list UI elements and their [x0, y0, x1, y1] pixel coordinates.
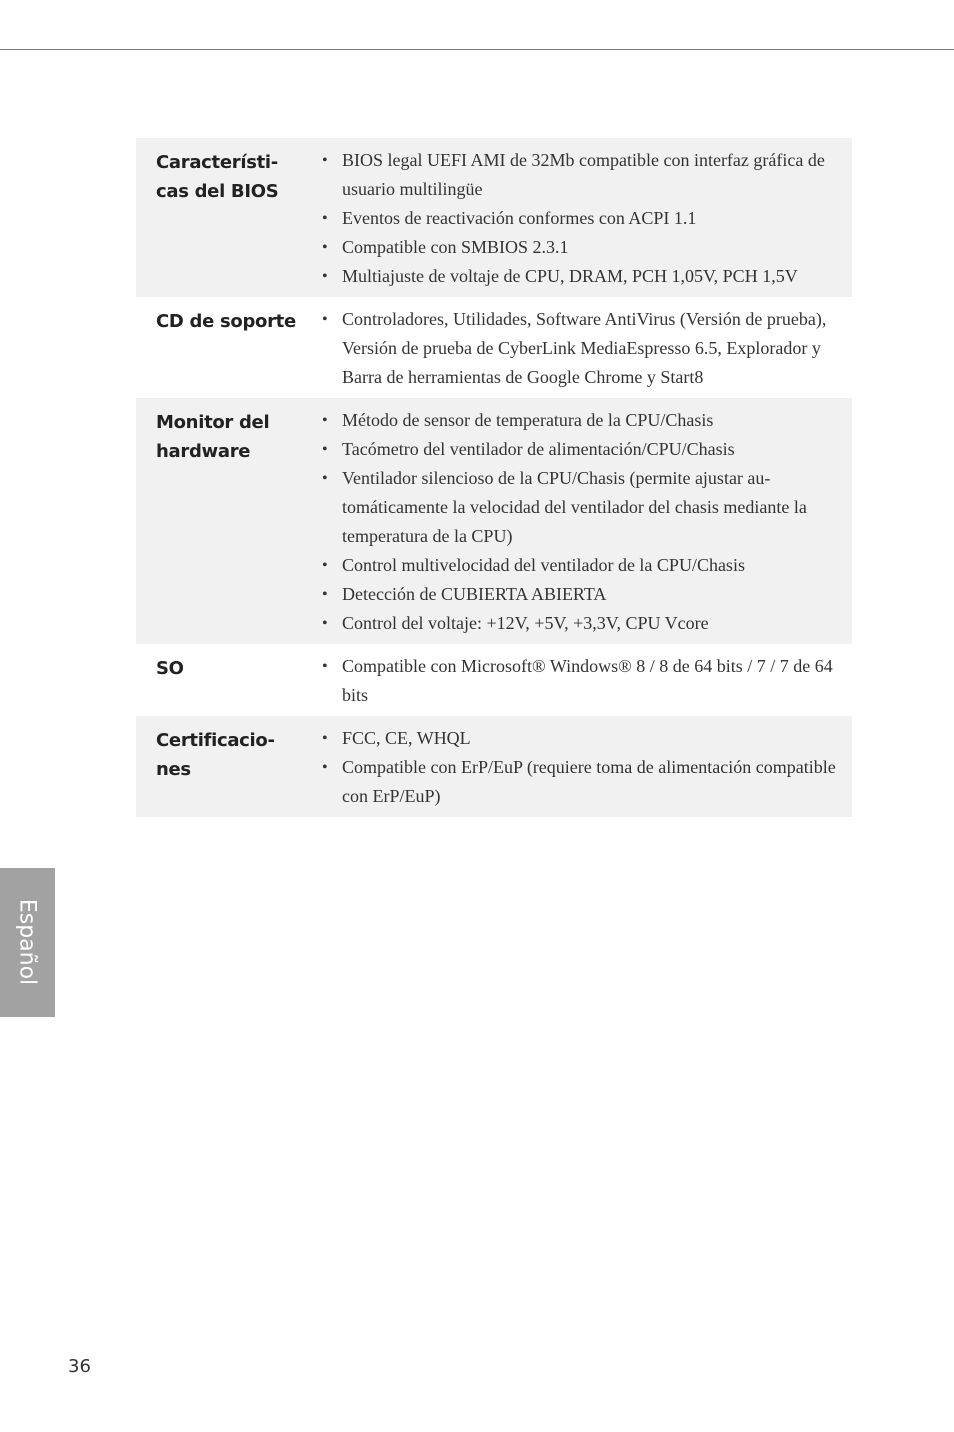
spec-item	[322, 146, 852, 204]
spec-label: CD de soporte	[156, 311, 296, 332]
bullet-icon: •	[322, 311, 328, 328]
spec-item-text: FCC, CE, WHQL	[342, 728, 471, 748]
spec-row-certifications	[136, 716, 852, 817]
spec-item-text: Detección de CUBIERTA ABIERTA	[342, 584, 607, 604]
spec-item-text: Compatible con ErP/EuP (requiere toma de alimentación compatible con ErP/EuP)	[342, 757, 836, 806]
bullet-icon: •	[322, 658, 328, 675]
spec-item-list	[306, 652, 852, 710]
spec-item-text: Multiajuste de voltaje de CPU, DRAM, PCH 1,05V, PCH 1,5V	[342, 266, 798, 286]
spec-item	[322, 204, 852, 233]
spec-item	[322, 464, 852, 551]
spec-item-list	[306, 146, 852, 291]
bullet-icon: •	[322, 615, 328, 632]
spec-item	[322, 609, 852, 638]
spec-item-text: Tacómetro del ventilador de alimentación/CPU/Chasis	[342, 439, 735, 459]
spec-item	[322, 724, 852, 753]
bullet-icon: •	[322, 470, 328, 487]
spec-item	[322, 435, 852, 464]
spec-item	[322, 753, 852, 811]
spec-label: Certificacio- nes	[156, 730, 275, 780]
spec-item-text: BIOS legal UEFI AMI de 32Mb compatible con interfaz gráfica de usuario multilingüe	[342, 150, 825, 199]
page-number: 36	[68, 1356, 91, 1377]
spec-table	[136, 138, 852, 817]
spec-item-text: Eventos de reactivación conformes con ACPI 1.1	[342, 208, 697, 228]
bullet-icon: •	[322, 730, 328, 747]
spec-item-text: Control del voltaje: +12V, +5V, +3,3V, CPU Vcore	[342, 613, 709, 633]
language-side-tab	[0, 868, 55, 1017]
spec-item-text: Ventilador silencioso de la CPU/Chasis (permite ajustar au-tomáticamente la velocidad del ventilador del chasis mediante la temperatura de la CPU)	[342, 468, 807, 546]
spec-row-bios	[136, 138, 852, 297]
spec-item-text: Compatible con SMBIOS 2.3.1	[342, 237, 569, 257]
bullet-icon: •	[322, 441, 328, 458]
spec-item	[322, 551, 852, 580]
spec-item-list	[306, 724, 852, 811]
bullet-icon: •	[322, 268, 328, 285]
spec-item-list	[306, 406, 852, 638]
spec-item-list	[306, 305, 852, 392]
bullet-icon: •	[322, 210, 328, 227]
spec-item	[322, 233, 852, 262]
spec-row-support-cd	[136, 297, 852, 398]
spec-label: SO	[156, 658, 184, 679]
spec-label: Característi- cas del BIOS	[156, 152, 279, 202]
header-rule	[0, 49, 954, 50]
bullet-icon: •	[322, 759, 328, 776]
spec-item-text: Método de sensor de temperatura de la CPU/Chasis	[342, 410, 714, 430]
spec-item	[322, 262, 852, 291]
spec-item	[322, 580, 852, 609]
bullet-icon: •	[322, 152, 328, 169]
spec-item	[322, 652, 852, 710]
bullet-icon: •	[322, 586, 328, 603]
bullet-icon: •	[322, 412, 328, 429]
bullet-icon: •	[322, 239, 328, 256]
spec-item-text: Compatible con Microsoft® Windows® 8 / 8 de 64 bits / 7 / 7 de 64 bits	[342, 656, 833, 705]
spec-item-text: Control multivelocidad del ventilador de la CPU/Chasis	[342, 555, 745, 575]
bullet-icon: •	[322, 557, 328, 574]
spec-item	[322, 305, 852, 392]
spec-row-os	[136, 644, 852, 716]
language-tab-label: Español	[14, 898, 40, 986]
spec-item-text: Controladores, Utilidades, Software AntiVirus (Versión de prueba), Versión de prueba de CyberLink MediaEspresso 6.5, Explorador y Barra de herramientas de Google Chrome y Start8	[342, 309, 827, 387]
spec-label: Monitor del hardware	[156, 412, 270, 462]
spec-item	[322, 406, 852, 435]
spec-row-hardware-monitor	[136, 398, 852, 644]
